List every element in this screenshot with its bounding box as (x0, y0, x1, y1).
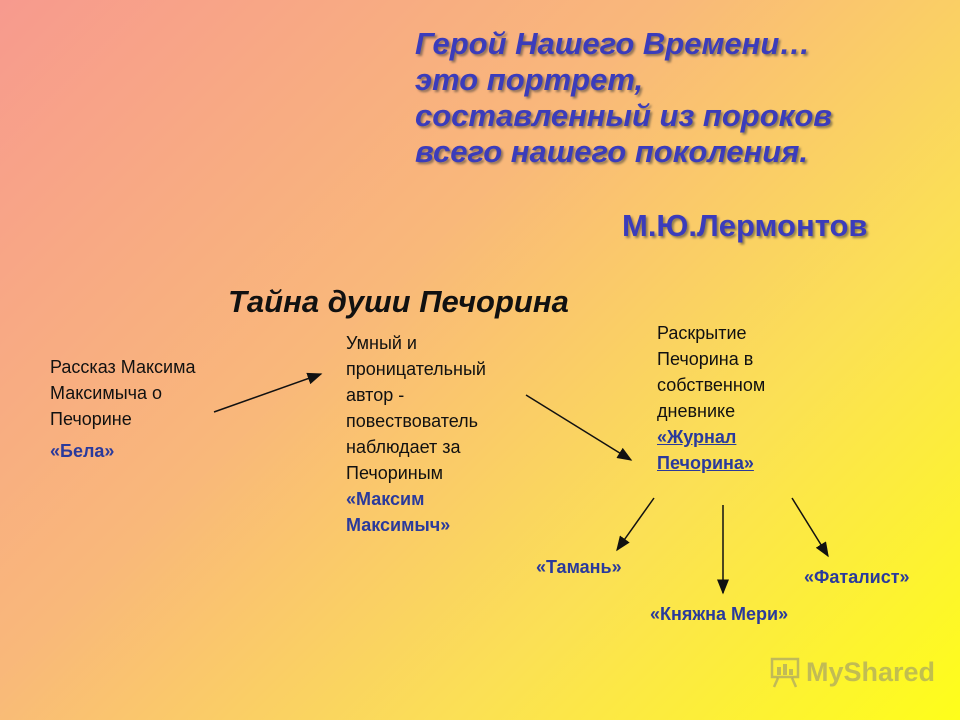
taman-story: «Тамань» (536, 557, 622, 577)
arrow-maksim-to-journal (526, 395, 631, 460)
princess-mary-story: «Княжна Мери» (650, 604, 789, 624)
journal-link[interactable]: Печорина» (657, 453, 754, 473)
maksim-text-line: проницательный (346, 359, 486, 379)
arrow-bela-to-maksim (214, 374, 321, 412)
maksim-text-line: Умный и (346, 333, 417, 353)
watermark-text: MyShared (806, 656, 936, 687)
journal-text-line: Раскрытие (657, 323, 747, 343)
maksim-text-line: автор - (346, 385, 405, 405)
fatalist-story: «Фаталист» (804, 567, 910, 587)
bela-text-line: Максимыча о (50, 383, 163, 403)
arrow-journal-to-fatalist (792, 498, 828, 556)
journal-text-line: Печорина в (657, 349, 754, 369)
section-title: Тайна души Печорина (228, 284, 569, 319)
epigraph-line: Герой Нашего Времени… (415, 26, 811, 61)
bela-text-line: Рассказ Максима (50, 357, 196, 377)
maksim-story-title: Максимыч» (346, 515, 451, 535)
maksim-text-line: Печориным (346, 463, 444, 483)
journal-text-line: собственном (657, 375, 766, 395)
epigraph-author: М.Ю.Лермонтов (622, 208, 868, 243)
maksim-text-line: наблюдает за (346, 437, 461, 457)
watermark-logo (768, 656, 935, 688)
epigraph-line: это портрет, (415, 62, 644, 97)
bela-story-title: «Бела» (50, 441, 115, 461)
epigraph-line: всего нашего поколения. (415, 134, 809, 169)
epigraph-line: составленный из пороков (415, 98, 833, 133)
journal-link[interactable]: «Журнал (657, 427, 737, 447)
journal-text-line: дневнике (657, 401, 736, 421)
maksim-text-line: повествователь (346, 411, 479, 431)
arrow-journal-to-taman (617, 498, 654, 550)
bela-text-line: Печорине (50, 409, 132, 429)
maksim-story-title: «Максим (346, 489, 425, 509)
watermark-chart-icon (768, 656, 802, 688)
